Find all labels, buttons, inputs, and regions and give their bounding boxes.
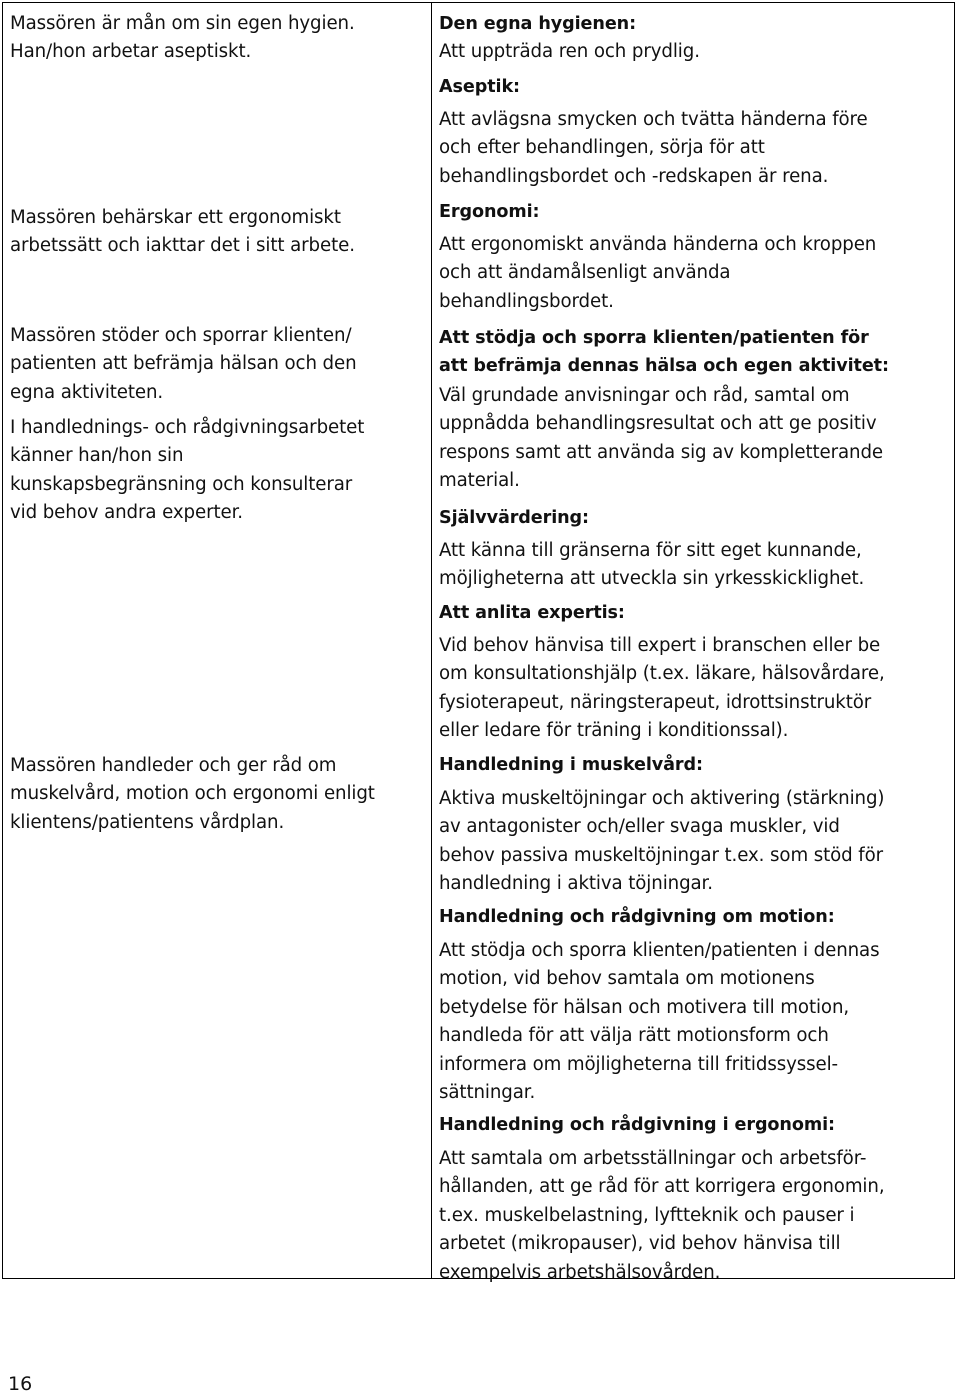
- expertise-text: Vid behov hänvisa till expert i branschen eller be om konsultationshjälp (t.ex. läkare, hälsovårdare, fysioterapeut, näringsterapeut, idrottsinstruktör eller ledare för träning i konditionssal).: [439, 635, 885, 742]
- expertise-heading: Att anlita expertis:: [439, 603, 625, 623]
- guidance-statement: I handlednings- och rådgivningsarbetet känner han/hon sin kunskapsbegränsning och konsulterar vid behov andra experter.: [10, 417, 365, 524]
- ergonomics-statement: Massören behärskar ett ergonomiskt arbetssätt och iakttar det i sitt arbete.: [10, 207, 355, 257]
- page-number: 16: [8, 1373, 33, 1395]
- ergonomics-guidance-heading: Handledning och rådgivning i ergonomi:: [439, 1115, 835, 1135]
- ergonomics-heading: Ergonomi:: [439, 202, 540, 222]
- advice-statement: Massören handleder och ger råd om muskelvård, motion och ergonomi enligt klientens/patientens vårdplan.: [10, 755, 375, 833]
- muscle-care-heading: Handledning i muskelvård:: [439, 755, 703, 775]
- content-table: [2, 2, 955, 1283]
- self-evaluation-heading: Självvärdering:: [439, 508, 589, 528]
- asepsis-heading: Aseptik:: [439, 77, 520, 97]
- support-text: Väl grundade anvisningar och råd, samtal om uppnådda behandlingsresultat och att ge positiv respons samt att använda sig av kompletterande material.: [439, 385, 884, 492]
- asepsis-text: Att avlägsna smycken och tvätta händerna före och efter behandlingen, sörja för att behandlingsbordet och -redskapen är rena.: [439, 109, 868, 187]
- hygiene-heading: Den egna hygienen:: [439, 14, 637, 34]
- ergonomics-text: Att ergonomiskt använda händerna och kroppen och att ändamålsenligt använda behandlingsbordet.: [439, 234, 877, 312]
- support-statement: Massören stöder och sporrar klienten/ patienten att befrämja hälsan och den egna aktiviteten.: [10, 325, 357, 403]
- support-heading: Att stödja och sporra klienten/patienten för att befrämja dennas hälsa och egen aktivitet:: [439, 328, 889, 377]
- exercise-heading: Handledning och rådgivning om motion:: [439, 907, 835, 927]
- muscle-care-text: Aktiva muskeltöjningar och aktivering (stärkning) av antagonister och/eller svaga muskler, vid behov passiva muskeltöjningar t.ex. som stöd för handledning i aktiva töjningar.: [439, 788, 885, 895]
- column-divider: [431, 3, 432, 1278]
- hygiene-statement: Massören är mån om sin egen hygien. Han/hon arbetar aseptiskt.: [10, 13, 355, 63]
- self-evaluation-text: Att känna till gränserna för sitt eget kunnande, möjligheterna att utveckla sin yrkesskicklighet.: [439, 540, 865, 590]
- ergonomics-guidance-text: Att samtala om arbetsställningar och arbetsför- hållanden, att ge råd för att korrigera ergonomin, t.ex. muskelbelastning, lyftteknik och pauser i arbetet (mikropauser), vid behov hänvisa till exempelvis arbetshälsovården.: [439, 1148, 885, 1283]
- hygiene-text: Att uppträda ren och prydlig.: [439, 41, 700, 62]
- exercise-text: Att stödja och sporra klienten/patienten i dennas motion, vid behov samtala om motionens betydelse för hälsan och motivera till motion, handleda för att välja rätt motionsform och informera om möjligheterna till fritidssyssel- sättningar.: [439, 940, 880, 1104]
